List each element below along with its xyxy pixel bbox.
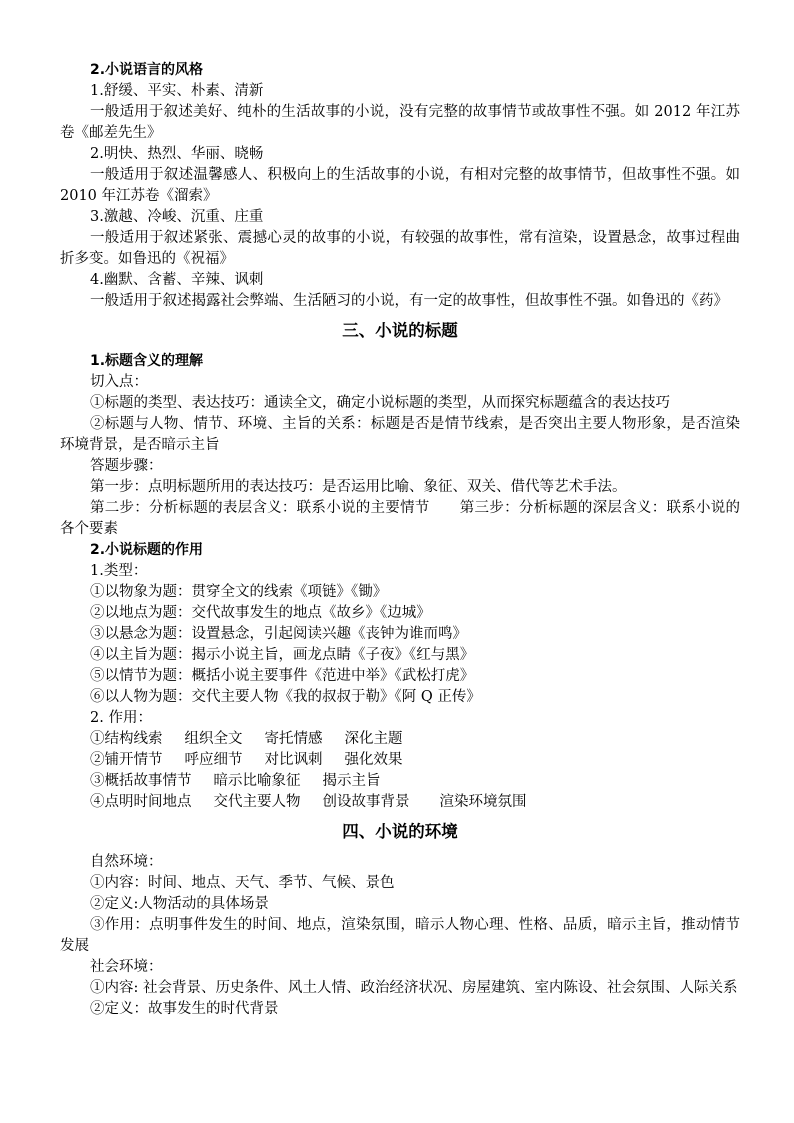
function-item: 呼应细节 bbox=[184, 752, 243, 768]
document-page bbox=[60, 60, 740, 1020]
title-type-2: ②以地点为题：交代故事发生的地点《故乡》《边城》 bbox=[90, 605, 431, 621]
function-item: 寄托情感 bbox=[264, 731, 323, 747]
title-type-3: ③以悬念为题：设置悬念，引起阅读兴趣《丧钟为谁而鸣》 bbox=[90, 626, 467, 642]
function-row-2 bbox=[60, 750, 740, 771]
natural-env-function: ③作用：点明事件发生的时间、地点，渲染氛围，暗示人物心理、性格、品质，暗示主旨，推动情节发展 bbox=[60, 917, 740, 954]
function-item: 对比讽刺 bbox=[264, 752, 323, 768]
function-item: ④点明时间地点 bbox=[90, 794, 192, 810]
function-item: ③概括故事情节 bbox=[90, 773, 192, 789]
function-item: 创设故事背景 bbox=[322, 794, 410, 810]
chapter-heading-environment: 四、小说的环境 bbox=[342, 822, 458, 841]
function-item: 渲染环境氛围 bbox=[439, 794, 527, 810]
natural-env-definition: ②定义:人物活动的具体场景 bbox=[90, 896, 269, 912]
social-env-label: 社会环境： bbox=[90, 959, 163, 975]
function-item: 强化效果 bbox=[344, 752, 403, 768]
title-type-6: ⑥以人物为题：交代主要人物《我的叔叔于勒》《阿 Q 正传》 bbox=[90, 689, 481, 705]
style-2-title: 2.明快、热烈、华丽、晓畅 bbox=[90, 146, 264, 162]
style-3-description: 一般适用于叙述紧张、震撼心灵的故事的小说，有较强的故事性，常有渲染，设置悬念，故事过程曲折多变。如鲁迅的《祝福》 bbox=[60, 230, 740, 267]
answer-step-1: 第一步：点明标题所用的表达技巧：是否运用比喻、象征、双关、借代等艺术手法。 bbox=[90, 479, 627, 495]
natural-env-content: ①内容：时间、地点、天气、季节、气候、景色 bbox=[90, 875, 395, 891]
function-row-3 bbox=[60, 771, 740, 792]
function-item: 交代主要人物 bbox=[213, 794, 301, 810]
types-label: 1.类型： bbox=[90, 563, 148, 579]
function-item: 深化主题 bbox=[344, 731, 403, 747]
subheading-title-meaning: 1.标题含义的理解 bbox=[90, 353, 204, 369]
chapter-heading-title: 三、小说的标题 bbox=[342, 321, 458, 340]
style-1-description: 一般适用于叙述美好、纯朴的生活故事的小说，没有完整的故事情节或故事性不强。如 2012 年江苏卷《邮差先生》 bbox=[60, 104, 740, 141]
answer-step-2: 第二步：分析标题的表层含义：联系小说的主要情节 bbox=[90, 500, 430, 516]
function-item: 组织全文 bbox=[184, 731, 243, 747]
function-row-4 bbox=[60, 792, 740, 813]
functions-label: 2. 作用： bbox=[90, 710, 152, 726]
style-1-title: 1.舒缓、平实、朴素、清新 bbox=[90, 83, 264, 99]
function-row-1 bbox=[60, 729, 740, 750]
entry-point-1: ①标题的类型、表达技巧：通读全文，确定小说标题的类型，从而探究标题蕴含的表达技巧 bbox=[90, 395, 670, 411]
entry-point-2: ②标题与人物、情节、环境、主旨的关系：标题是否是情节线索，是否突出主要人物形象，是否渲染环境背景，是否暗示主旨 bbox=[60, 416, 740, 453]
title-type-4: ④以主旨为题：揭示小说主旨，画龙点睛《子夜》《红与黑》 bbox=[90, 647, 475, 663]
answer-steps-2-3 bbox=[60, 498, 740, 540]
style-3-title: 3.激越、冷峻、沉重、庄重 bbox=[90, 209, 264, 225]
style-4-title: 4.幽默、含蓄、辛辣、讽刺 bbox=[90, 272, 264, 288]
function-item: ①结构线索 bbox=[90, 731, 163, 747]
answer-steps-label: 答题步骤： bbox=[90, 458, 163, 474]
natural-env-label: 自然环境： bbox=[90, 854, 163, 870]
style-2-description: 一般适用于叙述温馨感人、积极向上的生活故事的小说，有相对完整的故事情节，但故事性不强。如 2010 年江苏卷《溜索》 bbox=[60, 167, 740, 204]
section-heading-language-style: 2.小说语言的风格 bbox=[90, 62, 204, 78]
function-item: 暗示比喻象征 bbox=[213, 773, 301, 789]
function-item: ②铺开情节 bbox=[90, 752, 163, 768]
style-4-description: 一般适用于叙述揭露社会弊端、生活陋习的小说，有一定的故事性，但故事性不强。如鲁迅的《药》 bbox=[90, 293, 728, 309]
title-type-5: ⑤以情节为题：概括小说主要事件《范进中举》《武松打虎》 bbox=[90, 668, 475, 684]
answer-step-3: 第三步：分析标题的深层含义：联系小说的各个要素 bbox=[60, 500, 741, 537]
entry-point-label: 切入点： bbox=[90, 374, 148, 390]
social-env-definition: ②定义：故事发生的时代背景 bbox=[90, 1001, 279, 1017]
social-env-content: ①内容: 社会背景、历史条件、风土人情、政治经济状况、房屋建筑、室内陈设、社会氛围、人际关系 bbox=[90, 980, 738, 996]
function-item: 揭示主旨 bbox=[322, 773, 381, 789]
title-type-1: ①以物象为题：贯穿全文的线索《项链》《锄》 bbox=[90, 584, 388, 600]
subheading-title-function: 2.小说标题的作用 bbox=[90, 542, 204, 558]
